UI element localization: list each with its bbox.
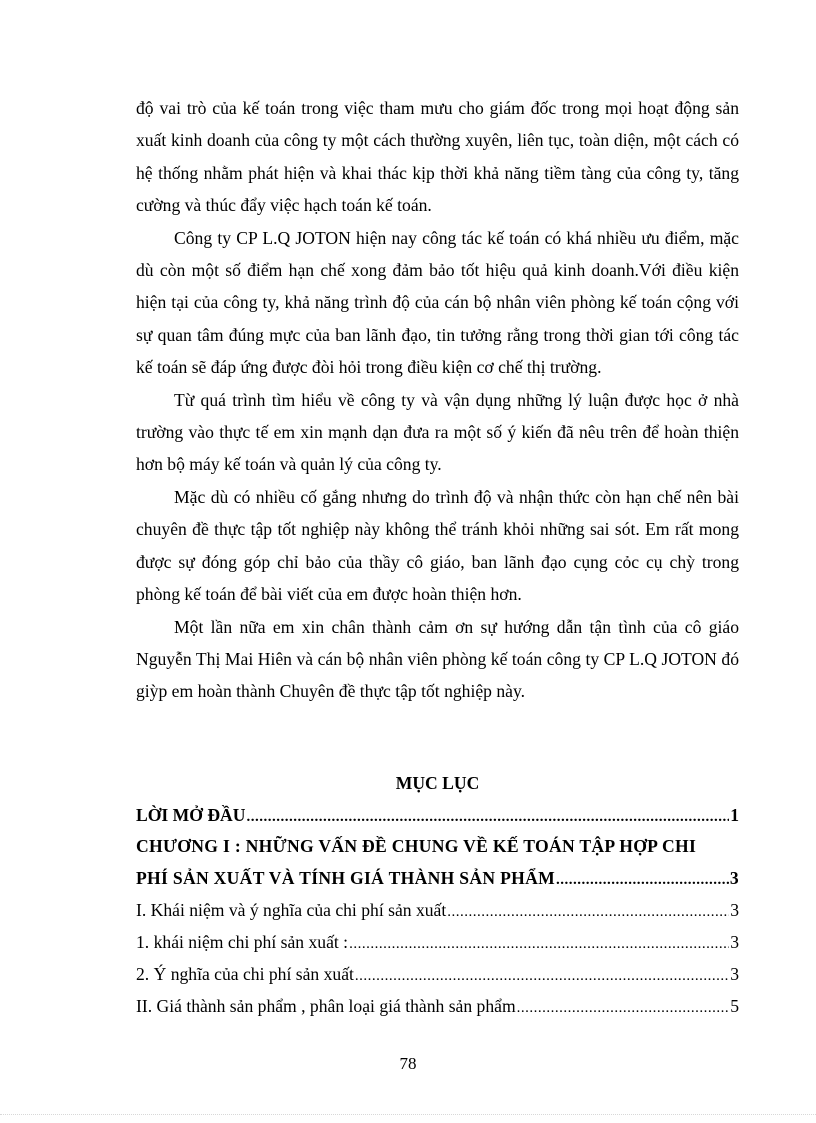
toc-page-number: 3	[729, 868, 739, 888]
toc-entry-subsection-1[interactable]	[136, 926, 739, 958]
paragraph-1: độ vai trò của kế toán trong việc tham mưu cho giám đốc trong mọi hoạt động sản xuất kinh doanh của công ty một cách thường xuyên, liên tục, toàn diện, một cách có hệ thống nhằm phát hiện và khai thác kịp thời khả năng tiềm tàng của công ty, tăng cường và thúc đẩy việc hạch toán kế toán.	[136, 98, 739, 216]
toc-leader-dots	[246, 800, 729, 832]
toc-entry-text: LỜI MỞ ĐẦU	[136, 805, 246, 825]
toc-entry-section-2[interactable]	[136, 990, 739, 1022]
toc-page-number: 3	[730, 900, 739, 920]
toc-entry-text: 1. khái niệm chi phí sản xuất :	[136, 932, 349, 952]
toc-page-number: 5	[730, 996, 739, 1016]
toc-entry-subsection-2[interactable]	[136, 958, 739, 990]
paragraph-5: Một lần nữa em xin chân thành cảm ơn sự hướng dẫn tận tình của cô giáo Nguyễn Thị Mai Hiên và cán bộ nhân viên phòng kế toán công ty CP L.Q JOTON đó giỳp em hoàn thành Chuyên đề thực tập tốt nghiệp này.	[136, 616, 739, 702]
page-number: 78	[399, 1054, 417, 1073]
toc-leader-dots	[355, 958, 729, 992]
toc-title: MỤC LỤC	[395, 773, 480, 793]
paragraph-3: Từ quá trình tìm hiểu về công ty và vận dụng những lý luận được học ở nhà trường vào thực tế em xin mạnh dạn đưa ra một số ý kiến đã nêu trên để hoàn thiện hơn bộ máy kế toán và quản lý của công ty.	[136, 389, 739, 475]
body-text	[136, 92, 739, 708]
toc-leader-dots	[556, 862, 729, 896]
toc-entry-text-line2: PHÍ SẢN XUẤT VÀ TÍNH GIÁ THÀNH SẢN PHẨM	[136, 868, 556, 888]
toc-entry-chapter-1[interactable]	[136, 830, 739, 894]
toc-entry-text: I. Khái niệm và ý nghĩa của chi phí sản xuất	[136, 900, 447, 920]
paragraph-4: Mặc dù có nhiều cố gắng nhưng do trình độ và nhận thức còn hạn chế nên bài chuyên đề thực tập tốt nghiệp này không thể tránh khỏi những sai sót. Em rất mong được sự đóng góp chỉ bảo của thầy cô giáo, ban lãnh đạo cụng cỏc cụ chỳ trong phòng kế toán để bài viết của em được hoàn thiện hơn.	[136, 486, 739, 605]
toc-entry-line2	[136, 862, 739, 894]
toc-page-number: 3	[730, 932, 739, 952]
toc-entry-section-1[interactable]	[136, 894, 739, 926]
toc-page-number: 3	[730, 964, 739, 984]
toc-entry-text: 2. Ý nghĩa của chi phí sản xuất	[136, 964, 354, 984]
toc-leader-dots	[447, 894, 729, 928]
footer-divider	[0, 1114, 816, 1115]
toc-entry-text: II. Giá thành sản phẩm , phân loại giá thành sản phẩm	[136, 996, 516, 1016]
toc-page-number: 1	[730, 805, 739, 825]
paragraph-2: Công ty CP L.Q JOTON hiện nay công tác kế toán có khá nhiều ưu điểm, mặc dù còn một số điểm hạn chế xong đảm bảo tốt hiệu quả kinh doanh.Với điều kiện hiện tại của công ty, khả năng trình độ của cán bộ nhân viên phòng kế toán cộng với sự quan tâm đúng mực của ban lãnh đạo, tin tưởng rằng trong thời gian tới công tác kế toán sẽ đáp ứng được đòi hỏi trong điều kiện cơ chế thị trường.	[136, 227, 739, 378]
toc-leader-dots	[349, 926, 729, 960]
table-of-contents	[136, 800, 739, 1022]
toc-entry-text-line1: CHƯƠNG I : NHỮNG VẤN ĐỀ CHUNG VỀ KẾ TOÁN TẬP HỢP CHI	[136, 836, 697, 856]
toc-entry-loi-mo-dau[interactable]	[136, 800, 739, 830]
toc-leader-dots	[517, 990, 730, 1024]
